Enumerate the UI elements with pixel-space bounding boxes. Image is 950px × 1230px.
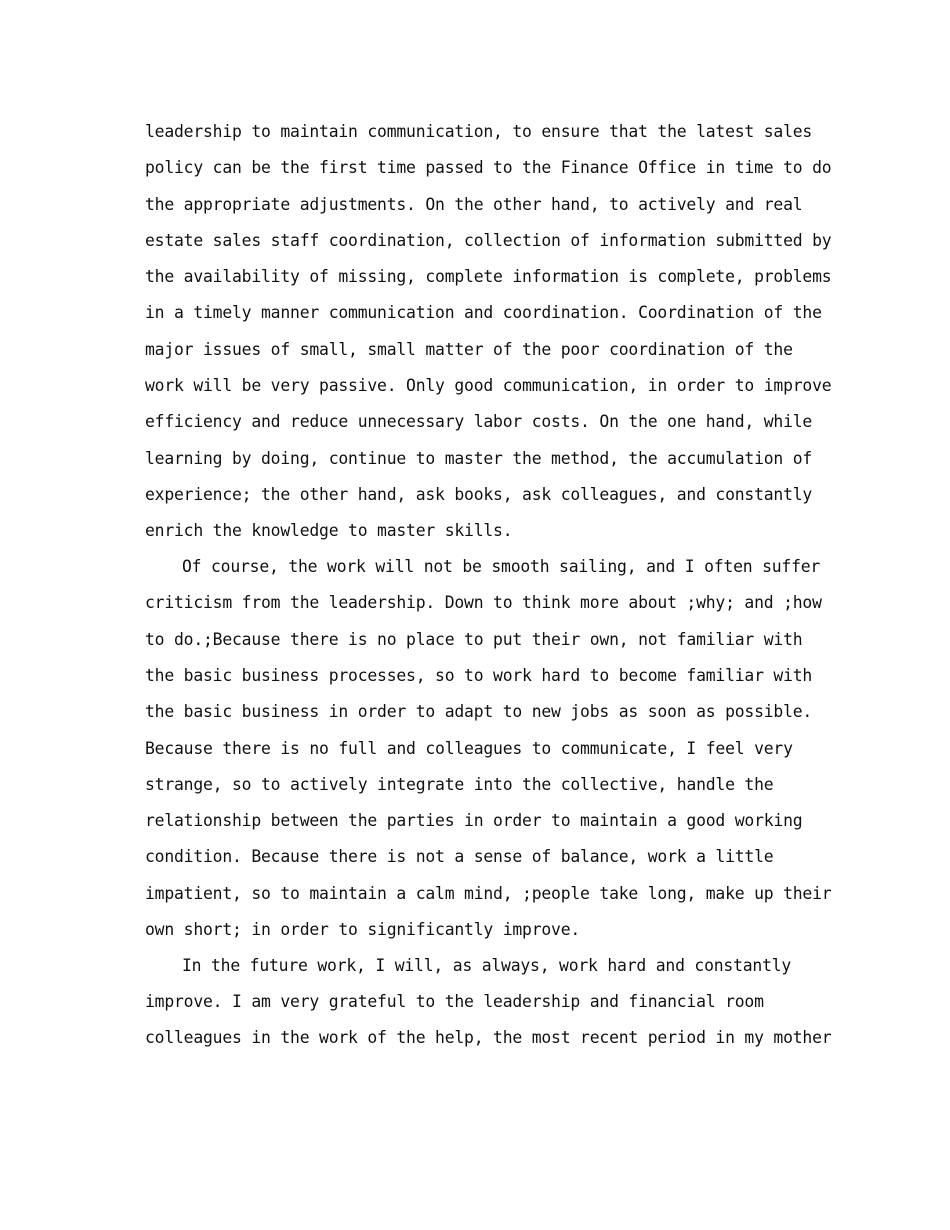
text-line: learning by doing, continue to master the method, the accumulation of [145,448,813,468]
text-line: in a timely manner communication and coordination. Coordination of the [145,303,822,323]
text-line: colleagues in the work of the help, the most recent period in my mother [145,1028,832,1048]
text-line: estate sales staff coordination, collection of information submitted by [145,230,832,250]
text-line: relationship between the parties in order to maintain a good working [145,811,803,831]
text-line: the basic business processes, so to work hard to become familiar with [145,665,813,685]
paragraph-3 [145,948,832,1057]
text-line: to do.;Because there is no place to put their own, not familiar with [145,629,803,649]
paragraph-1 [145,114,832,550]
text-line: major issues of small, small matter of the poor coordination of the [145,339,793,359]
text-line: policy can be the first time passed to the Finance Office in time to do [145,158,832,178]
text-line-indented: Of course, the work will not be smooth sailing, and I often suffer [182,557,821,577]
text-line: own short; in order to significantly improve. [145,920,581,940]
text-line: enrich the knowledge to master skills. [145,521,513,541]
text-line: strange, so to actively integrate into the collective, handle the [145,774,774,794]
text-line: impatient, so to maintain a calm mind, ;people take long, make up their [145,883,832,903]
text-line: improve. I am very grateful to the leadership and financial room [145,992,764,1012]
text-line: the appropriate adjustments. On the other hand, to actively and real [145,194,803,214]
text-line: efficiency and reduce unnecessary labor costs. On the one hand, while [145,412,813,432]
text-line: the basic business in order to adapt to new jobs as soon as possible. [145,702,813,722]
document-body [145,114,832,1057]
text-line: condition. Because there is not a sense of balance, work a little [145,847,774,867]
text-line: work will be very passive. Only good communication, in order to improve [145,376,832,396]
text-line: criticism from the leadership. Down to think more about ;why; and ;how [145,593,822,613]
paragraph-2 [145,549,832,948]
text-line-indented: In the future work, I will, as always, work hard and constantly [182,955,792,975]
text-line: Because there is no full and colleagues to communicate, I feel very [145,738,793,758]
text-line: the availability of missing, complete information is complete, problems [145,267,832,287]
text-line: leadership to maintain communication, to ensure that the latest sales [145,122,813,141]
text-line: experience; the other hand, ask books, ask colleagues, and constantly [145,484,813,504]
